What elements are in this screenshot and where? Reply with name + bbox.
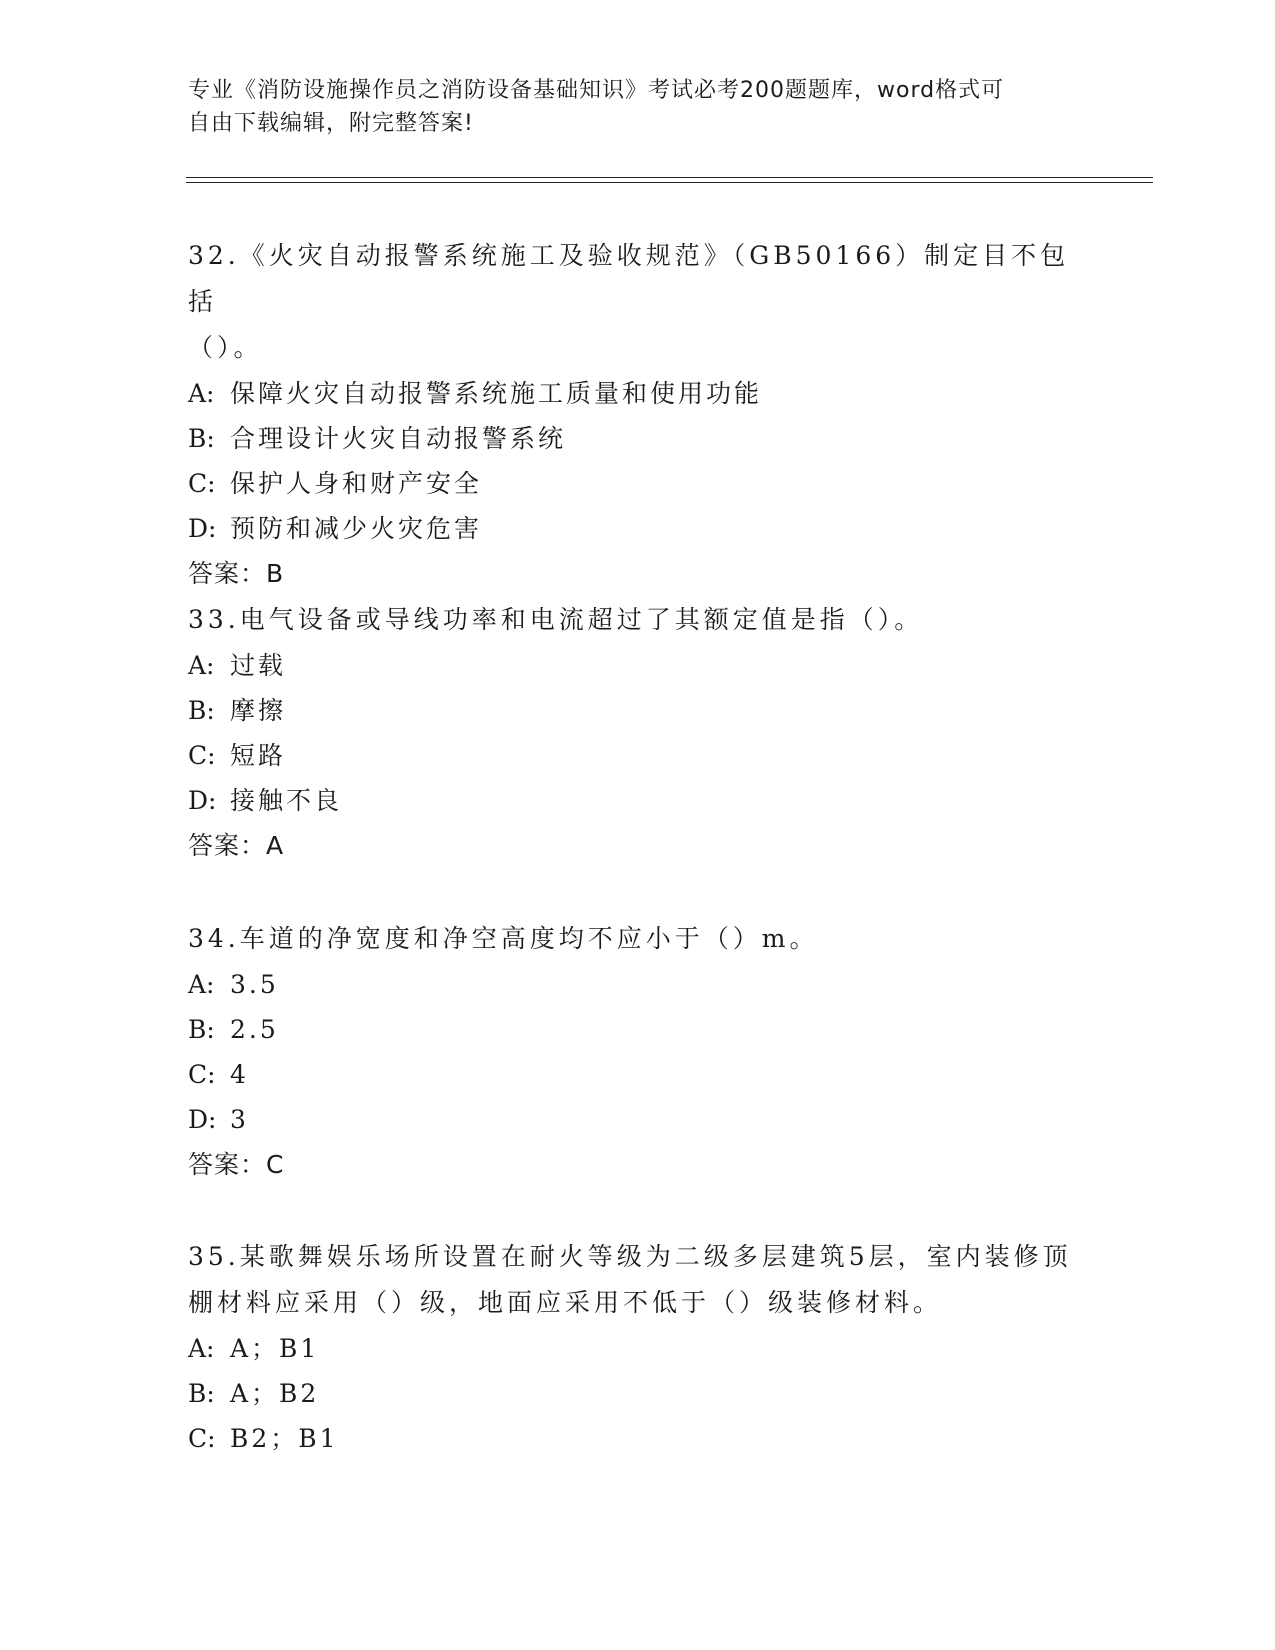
option-key: B: [188,696,215,725]
question-stem-line-2: 棚材料应采用（）级，地面应采用不低于（）级装修材料。 [188,1288,943,1317]
question-35 [188,1234,1088,1461]
option-text: 3.5 [230,970,279,999]
question-stem-line-1: 32.《火灾自动报警系统施工及验收规范》（GB50166）制定目不包括 [188,241,1070,316]
answer-label: 答案：C [188,1150,285,1179]
option-key: C: [188,1060,216,1089]
option-text: A；B2 [230,1379,320,1408]
header-line-1: 专业《消防设施操作员之消防设备基础知识》考试必考200题题库，word格式可 [188,78,1005,103]
option-text: 4 [230,1060,249,1089]
option-key: B: [188,1379,215,1408]
option-text: A；B1 [230,1334,320,1363]
answer-label: 答案：A [188,831,285,860]
option-text: 保护人身和财产安全 [230,469,483,498]
option-key: C: [188,1424,216,1453]
option-c [188,733,1088,778]
header-divider-bottom [186,182,1153,183]
option-key: A: [188,651,215,680]
document-header [188,74,1088,140]
option-text: B2；B1 [230,1424,339,1453]
option-key: D: [188,514,217,543]
answer-label: 答案：B [188,559,285,588]
option-key: B: [188,424,215,453]
option-c [188,1052,1088,1097]
option-a [188,1326,1088,1371]
option-c [188,1416,1088,1461]
option-text: 预防和减少火灾危害 [230,514,483,543]
option-b [188,1007,1088,1052]
option-text: 接触不良 [230,786,343,815]
question-32 [188,233,1088,597]
option-b [188,416,1088,461]
option-a [188,643,1088,688]
question-34 [188,916,1088,1188]
option-a [188,962,1088,1007]
option-c [188,461,1088,506]
option-key: C: [188,741,216,770]
option-text: 过载 [230,651,287,680]
option-text: 摩擦 [230,696,287,725]
option-b [188,688,1088,733]
option-a [188,371,1088,416]
option-text: 短路 [230,741,287,770]
option-key: D: [188,1105,217,1134]
option-key: C: [188,469,216,498]
question-stem-line-2: （）。 [188,333,263,362]
option-text: 2.5 [230,1015,279,1044]
option-key: D: [188,786,217,815]
header-line-2: 自由下载编辑，附完整答案! [188,111,474,136]
option-key: B: [188,1015,215,1044]
question-stem-line-1: 35.某歌舞娱乐场所设置在耐火等级为二级多层建筑5层，室内装修顶 [188,1242,1072,1271]
question-stem-line-1: 33.电气设备或导线功率和电流超过了其额定值是指（）。 [188,605,924,634]
option-key: A: [188,1334,215,1363]
question-33 [188,597,1088,869]
option-text: 3 [230,1105,249,1134]
option-key: A: [188,379,215,408]
question-stem-line-1: 34.车道的净宽度和净空高度均不应小于（）m。 [188,924,819,953]
option-d [188,506,1088,551]
option-text: 合理设计火灾自动报警系统 [230,424,567,453]
option-key: A: [188,970,215,999]
option-d [188,1097,1088,1142]
header-divider-top [186,177,1153,178]
option-b [188,1371,1088,1416]
option-text: 保障火灾自动报警系统施工质量和使用功能 [230,379,763,408]
option-d [188,778,1088,823]
